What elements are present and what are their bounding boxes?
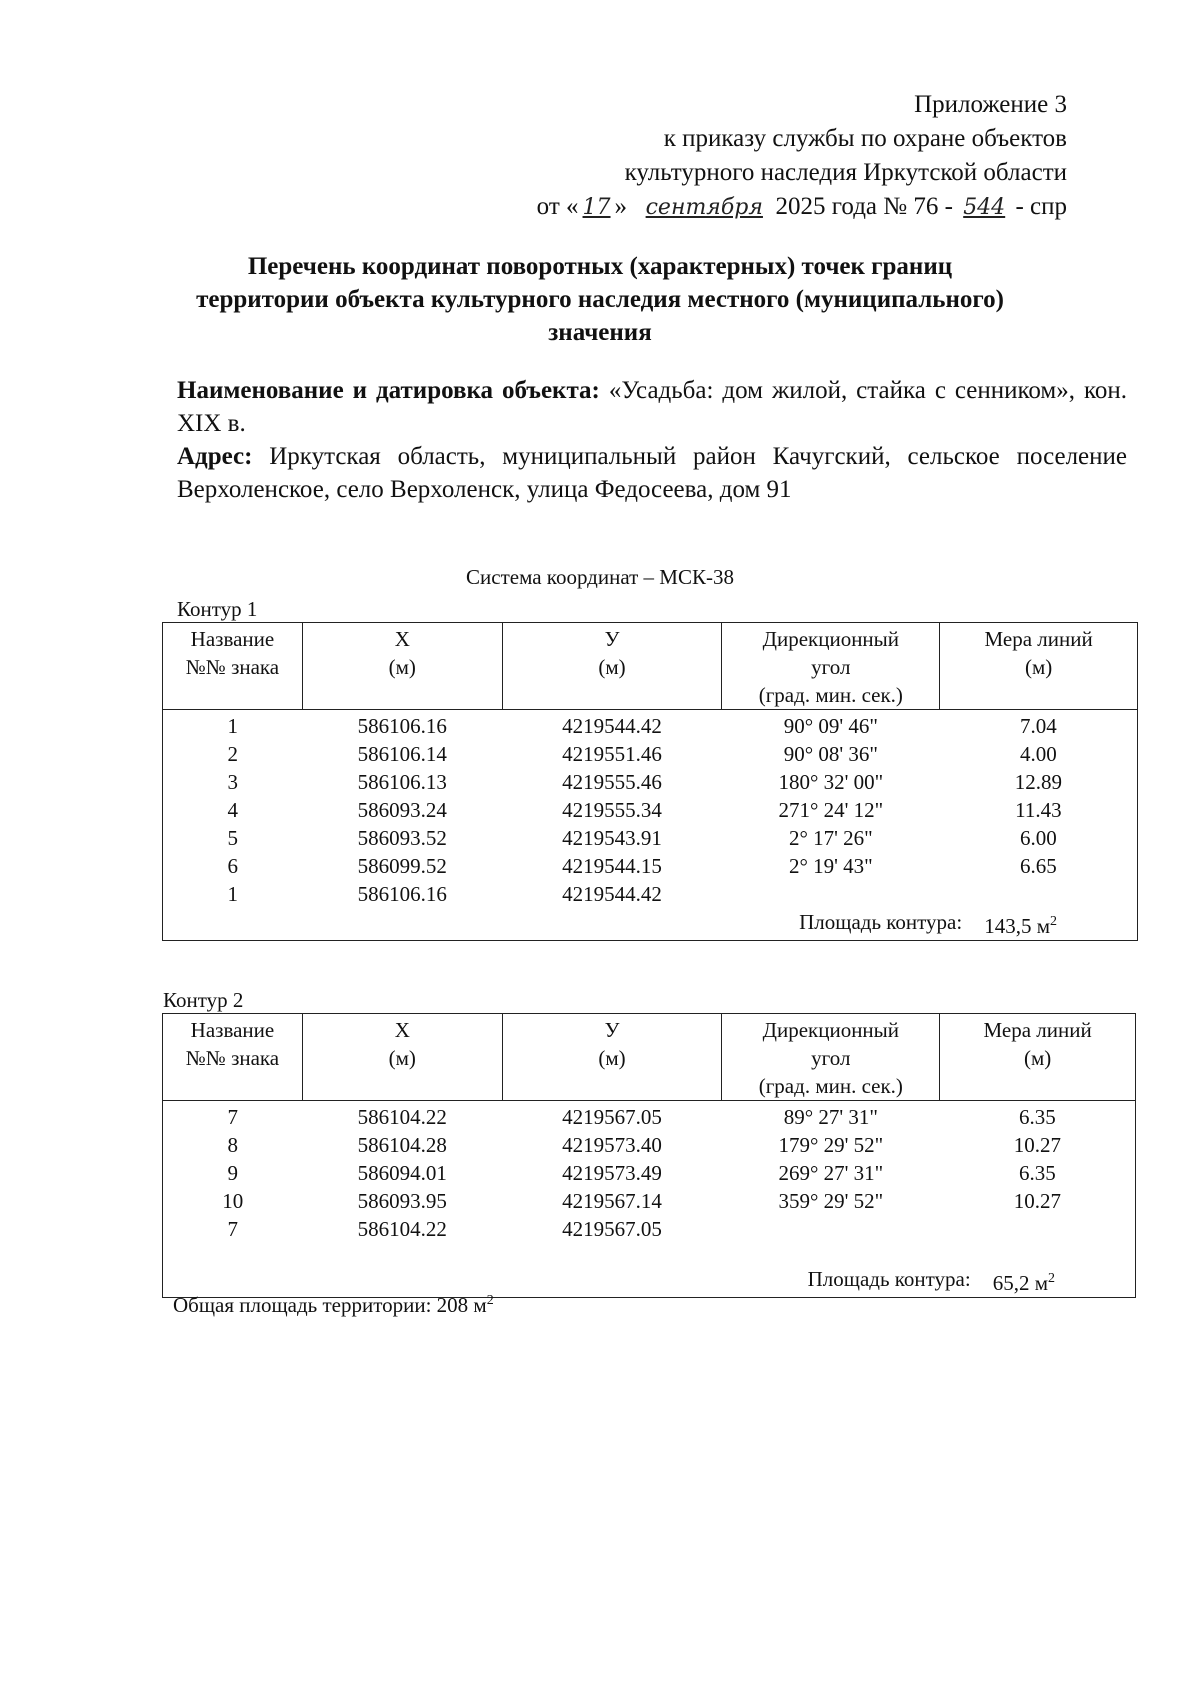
cell-y: 4219544.42 (562, 714, 662, 738)
cell-len (940, 1215, 1136, 1243)
cell-x: 586106.13 (357, 770, 447, 794)
col-header-point: Название №№ знака (163, 623, 303, 710)
handwritten-month: сентября (645, 195, 763, 220)
document-title: Перечень координат поворотных (характерных) точек границ территории объекта культурного наследия местного (муниципального) значения (196, 253, 1004, 346)
table-row (163, 740, 1138, 768)
cell-len: 6.65 (940, 852, 1138, 880)
cell-n: 2 (163, 740, 303, 768)
cell-len: 6.35 (940, 1101, 1136, 1132)
cell-angle: 2° 19' 43" (788, 854, 873, 878)
col-header-length: Мера линий (м) (940, 623, 1138, 710)
cell-y: 4219544.42 (562, 882, 662, 906)
cell-angle: 269° 27' 31" (778, 1161, 884, 1185)
col-header-point: Название №№ знака (163, 1014, 303, 1101)
contour-area-row (163, 908, 1138, 941)
cell-y: 4219567.05 (562, 1105, 662, 1129)
cell-y: 4219573.40 (562, 1133, 662, 1157)
cell-angle (722, 1215, 940, 1243)
cell-y: 4219543.91 (562, 826, 662, 850)
spacer-row (163, 1243, 1136, 1265)
address-value: Иркутская область, муниципальный район Качугский, сельское поселение Верхоленское, село Верхоленск, улица Федосеева, дом 91 (177, 443, 1127, 503)
cell-n: 3 (163, 768, 303, 796)
cell-angle: 90° 09' 46" (783, 714, 878, 738)
document-header (537, 88, 1067, 225)
cell-n: 10 (163, 1187, 303, 1215)
table-row (163, 1131, 1136, 1159)
cell-x: 586106.16 (357, 882, 447, 906)
cell-len: 12.89 (940, 768, 1138, 796)
table-row (163, 1187, 1136, 1215)
table-row (163, 852, 1138, 880)
cell-x: 586104.28 (357, 1133, 447, 1157)
table-row (163, 1159, 1136, 1187)
cell-len (940, 880, 1138, 908)
coordinate-system: Система координат – МСК-38 (466, 565, 734, 589)
area-value: 143,5 $м^2$ (984, 914, 1057, 938)
cell-n: 8 (163, 1131, 303, 1159)
table-row (163, 768, 1138, 796)
cell-x: 586094.01 (357, 1161, 447, 1185)
cell-y: 4219555.46 (562, 770, 662, 794)
cell-len: 11.43 (940, 796, 1138, 824)
col-header-y: У (м) (502, 1014, 722, 1101)
cell-y: 4219567.05 (562, 1217, 662, 1241)
table-row (163, 1215, 1136, 1243)
table-row (163, 880, 1138, 908)
contour-2-label: Контур 2 (163, 988, 244, 1012)
address-label: Адрес: (177, 443, 253, 470)
col-header-y: У (м) (502, 623, 722, 710)
cell-angle: 89° 27' 31" (783, 1105, 878, 1129)
cell-angle: 359° 29' 52" (778, 1189, 884, 1213)
cell-angle: 90° 08' 36" (783, 742, 878, 766)
cell-len: 7.04 (940, 710, 1138, 741)
table-row (163, 824, 1138, 852)
cell-n: 6 (163, 852, 303, 880)
cell-x: 586106.16 (357, 714, 447, 738)
cell-len: 4.00 (940, 740, 1138, 768)
agency-name: культурного наследия Иркутской области (624, 159, 1067, 186)
table-header-row (163, 623, 1138, 710)
contour-1-table (162, 622, 1138, 941)
cell-y: 4219555.34 (562, 798, 662, 822)
cell-n: 1 (163, 710, 303, 741)
area-label: Площадь контура: (799, 910, 963, 934)
object-name-label: Наименование и датировка объекта: (177, 377, 600, 404)
object-name-paragraph (177, 374, 1127, 440)
cell-y: 4219573.49 (562, 1161, 662, 1185)
contour-1-label: Контур 1 (177, 597, 258, 621)
cell-angle (722, 880, 940, 908)
cell-y: 4219567.14 (562, 1189, 662, 1213)
cell-len: 6.35 (940, 1159, 1136, 1187)
cell-n: 7 (163, 1215, 303, 1243)
col-header-angle: Дирекционный угол (град. мин. сек.) (722, 1014, 940, 1101)
cell-n: 4 (163, 796, 303, 824)
cell-len: 6.00 (940, 824, 1138, 852)
cell-y: 4219551.46 (562, 742, 662, 766)
handwritten-day: 17 (582, 195, 611, 220)
total-area: Общая площадь территории: 208 $м^2$ (173, 1293, 494, 1317)
cell-x: 586093.95 (357, 1189, 447, 1213)
cell-y: 4219544.15 (562, 854, 662, 878)
cell-n: 9 (163, 1159, 303, 1187)
cell-x: 586106.14 (357, 742, 447, 766)
cell-n: 1 (163, 880, 303, 908)
handwritten-order-number: 544 (963, 195, 1006, 220)
cell-angle: 180° 32' 00" (778, 770, 884, 794)
cell-x: 586093.52 (357, 826, 447, 850)
cell-x: 586099.52 (357, 854, 447, 878)
order-date-line: от « 17 » сентября 2025 года № 76 - 544 - спр (537, 190, 1067, 225)
cell-angle: 179° 29' 52" (778, 1133, 884, 1157)
col-header-x: X (м) (302, 1014, 502, 1101)
cell-angle: 271° 24' 12" (778, 798, 884, 822)
address-paragraph (177, 440, 1127, 506)
table-row (163, 710, 1138, 741)
col-header-length: Мера линий (м) (940, 1014, 1136, 1101)
cell-angle: 2° 17' 26" (788, 826, 873, 850)
order-reference: к приказу службы по охране объектов (663, 125, 1067, 152)
table-row (163, 1101, 1136, 1132)
contour-2-table (162, 1013, 1136, 1298)
cell-n: 7 (163, 1101, 303, 1132)
appendix-label: Приложение 3 (914, 91, 1067, 118)
object-name-value: «Усадьба: дом жилой, стайка с сенником», кон. XIX в. (177, 377, 1127, 437)
table-row (163, 796, 1138, 824)
cell-n: 5 (163, 824, 303, 852)
cell-len: 10.27 (940, 1131, 1136, 1159)
cell-len: 10.27 (940, 1187, 1136, 1215)
area-label: Площадь контура: (807, 1267, 971, 1291)
col-header-angle: Дирекционный угол (град. мин. сек.) (722, 623, 940, 710)
cell-x: 586104.22 (357, 1105, 447, 1129)
cell-x: 586104.22 (357, 1217, 447, 1241)
area-value: 65,2 $м^2$ (992, 1271, 1055, 1295)
cell-x: 586093.24 (357, 798, 447, 822)
col-header-x: X (м) (302, 623, 502, 710)
table-header-row (163, 1014, 1136, 1101)
